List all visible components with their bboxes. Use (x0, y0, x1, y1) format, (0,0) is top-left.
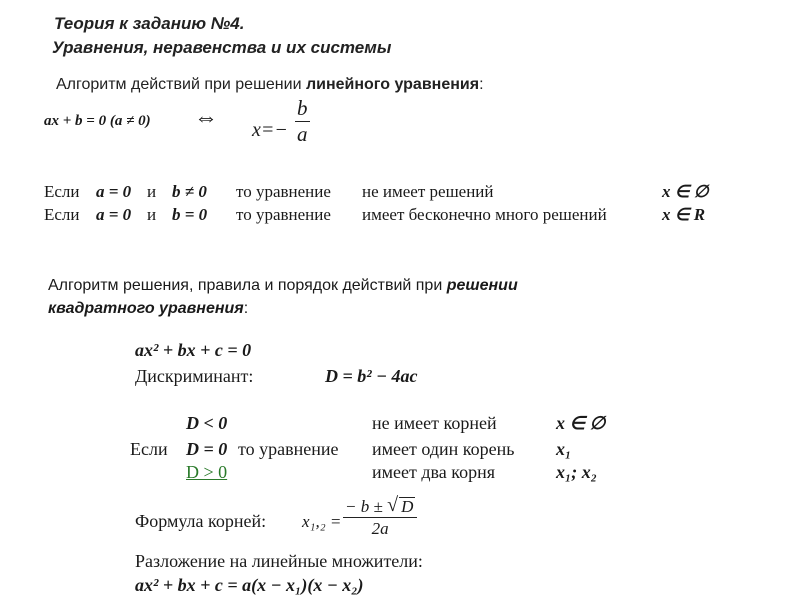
case-2-condition: D = 0 (186, 439, 228, 459)
linear-intro-text: Алгоритм действий при решении (56, 76, 306, 93)
page-subtitle: Уравнения, неравенства и их системы (52, 38, 392, 57)
linear-row-1-cond-a: a = 0 (96, 182, 132, 201)
linear-row-2-cond-a: a = 0 (96, 205, 132, 224)
fraction-denominator: a (297, 122, 308, 146)
discriminant-label: Дискриминант: (135, 366, 254, 386)
then-label: то уравнение (238, 439, 339, 459)
linear-row-2-then: то уравнение (236, 205, 331, 224)
linear-row-1-if: Если (44, 182, 80, 201)
case-1-result: не имеет корней (372, 413, 497, 433)
quadratic-intro-line-2: квадратного уравнения: (48, 300, 249, 317)
linear-row-2-if: Если (44, 205, 80, 224)
roots-formula-fraction (343, 494, 417, 538)
linear-row-1-cond-b: b ≠ 0 (172, 182, 207, 201)
case-3-result: имеет два корня (372, 462, 496, 482)
roots-numerator-prefix: − b ± (345, 497, 383, 516)
linear-row-2-and: и (147, 205, 157, 224)
linear-row-1-and: и (147, 182, 157, 201)
square-root (387, 494, 415, 516)
radicand: D (401, 497, 414, 516)
case-1-roots: x ∈ ∅ (556, 413, 606, 433)
linear-intro-end: : (479, 76, 484, 93)
linear-solution-fraction (295, 98, 310, 145)
roots-denominator: 2a (371, 519, 389, 538)
discriminant-formula: D = b² − 4ac (325, 366, 418, 386)
linear-equation: ax + b = 0 (a ≠ 0) (44, 113, 151, 129)
page-title: Теория к заданию №4. (54, 14, 245, 33)
roots-formula-lhs: x₁,₂ = (302, 512, 342, 531)
linear-solution-lhs: x=− (252, 119, 288, 141)
case-2-roots: x₁ (556, 439, 572, 459)
factor-label: Разложение на линейные множители: (135, 551, 423, 571)
linear-row-2-cond-b: b = 0 (172, 205, 208, 224)
quadratic-general-form: ax² + bx + c = 0 (135, 340, 252, 360)
if-label: Если (130, 439, 168, 459)
radical-sign-icon: √ (387, 494, 399, 516)
linear-row-1-set: x ∈ ∅ (662, 182, 709, 201)
case-1-condition: D < 0 (186, 413, 228, 433)
linear-row-2-set: x ∈ R (662, 205, 706, 224)
linear-intro-bold: линейного уравнения (305, 76, 480, 93)
case-2-result: имеет один корень (372, 439, 515, 459)
linear-intro (56, 76, 484, 94)
roots-formula-label: Формула корней: (135, 511, 267, 531)
case-3-roots: x₁; x₂ (556, 462, 598, 482)
linear-row-1-result: не имеет решений (362, 182, 494, 201)
case-3-condition: D > 0 (186, 462, 228, 482)
roots-numerator (343, 494, 417, 518)
linear-row-2-result: имеет бесконечно много решений (362, 205, 607, 224)
equivalence-symbol: ⇔ (194, 105, 218, 131)
factor-formula: ax² + bx + c = a(x − x₁)(x − x₂) (135, 575, 364, 595)
fraction-numerator: b (297, 96, 308, 120)
quadratic-intro-line-1: Алгоритм решения, правила и порядок действий при решении (48, 277, 518, 294)
linear-row-1-then: то уравнение (236, 182, 331, 201)
